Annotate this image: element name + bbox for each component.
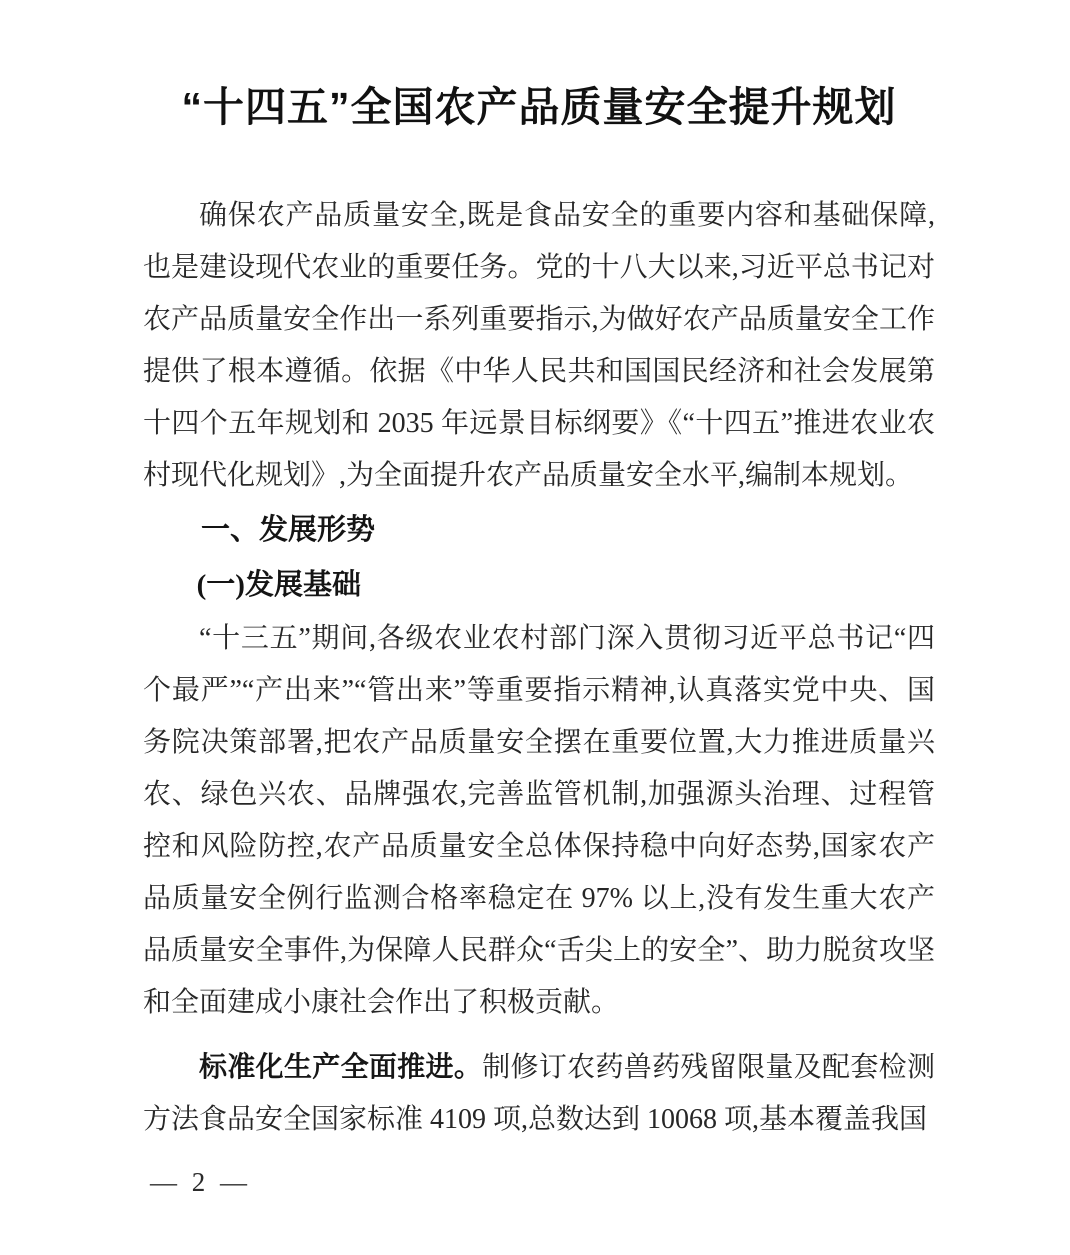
page-number: — 2 — — [150, 1167, 251, 1197]
paragraph-intro: 确保农产品质量安全,既是食品安全的重要内容和基础保障,也是建设现代农业的重要任务。党的十八大以来,习近平总书记对农产品质量安全作出一系列重要指示,为做好农产品质量安全工作提供了根本遵循。依据《中华人民共和国国民经济和社会发展第十四个五年规划和 2035 年远景目标纲要》《“十四五”推进农业农村现代化规划》,为全面提升农产品质量安全水平,编制本规划。 — [143, 200, 935, 491]
paragraph-13th-fiveyear-achievements: “十三五”期间,各级农业农村部门深入贯彻习近平总书记“四个最严”“产出来”“管出来”等重要指示精神,认真落实党中央、国务院决策部署,把农产品质量安全摆在重要位置,大力推进质量兴农、绿色兴农、品牌强农,完善监管机制,加强源头治理、过程管控和风险防控,农产品质量安全总体保持稳中向好态势,国家农产品质量安全例行监测合格率稳定在 97% 以上,没有发生重大农产品质量安全事件,为保障人民群众“舌尖上的安全”、助力脱贫攻坚和全面建成小康社会作出了积极贡献。 — [143, 623, 935, 1018]
paragraph-lead-bold: 标准化生产全面推进。 — [199, 1052, 483, 1083]
section-heading-development-situation: 一、发展形势 — [201, 514, 376, 546]
paragraph-lead-rest: 制修订农药兽药残留限量及配套检测方法食品安全国家标准 4109 项,总数达到 10068 项,基本覆盖我国 — [143, 1052, 935, 1135]
document-content — [143, 0, 935, 1146]
paragraph-standardized-production — [143, 1042, 935, 1146]
document-title: “十四五”全国农产品质量安全提升规划 — [181, 84, 897, 130]
subsection-heading-development-basis: (一)发展基础 — [196, 569, 361, 601]
